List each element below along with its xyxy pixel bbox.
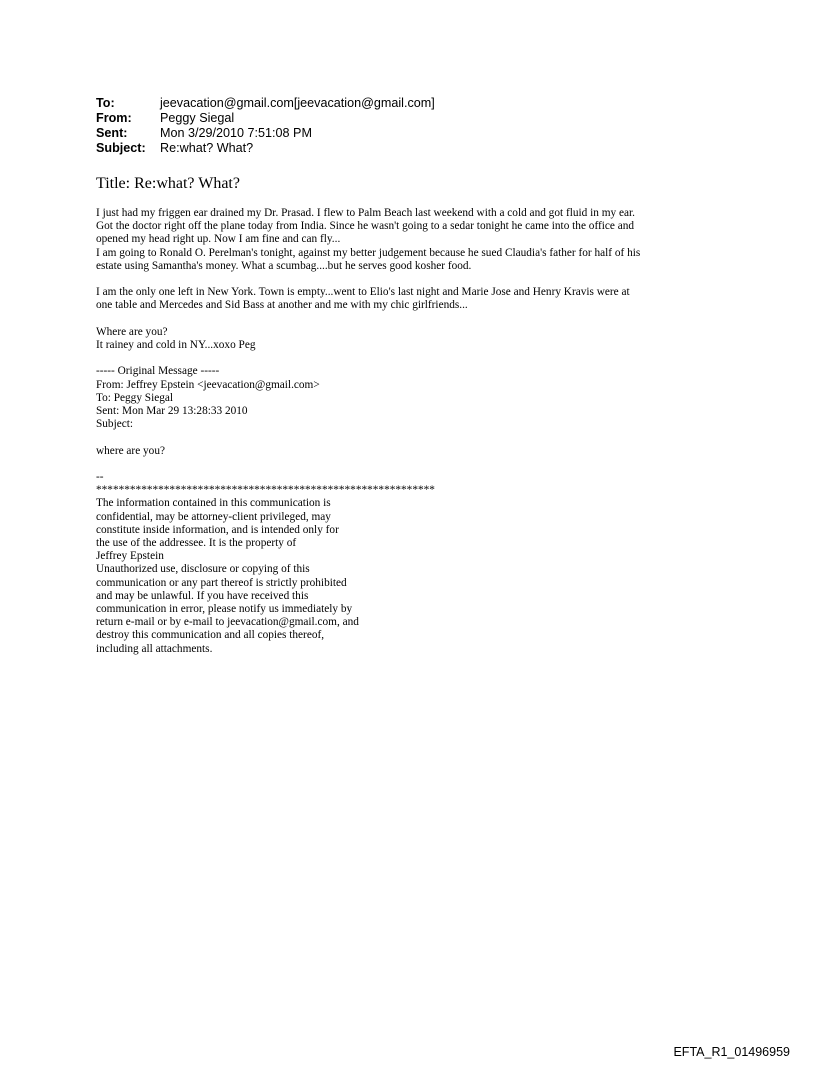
body-line: opened my head right up. Now I am fine and can fly... — [96, 233, 341, 246]
email-body — [96, 207, 736, 669]
disclaimer-line: communication or any part thereof is strictly prohibited — [96, 576, 347, 589]
subject-value: Re:what? What? — [160, 141, 254, 155]
sent-label: Sent: — [96, 126, 128, 140]
disclaimer-line: the use of the addressee. It is the property of — [96, 537, 297, 549]
from-label: From: — [96, 111, 132, 125]
signature-block — [96, 471, 736, 656]
signature-stars: ************************************************************ — [96, 484, 435, 497]
to-row — [96, 96, 435, 111]
disclaimer-line: destroy this communication and all copies thereof, — [96, 629, 325, 642]
sent-value: Mon 3/29/2010 7:51:08 PM — [160, 126, 312, 140]
message-paragraph-1 — [96, 207, 736, 273]
email-title: Title: Re:what? What? — [96, 175, 240, 192]
body-line: I just had my friggen ear drained my Dr. Prasad. I flew to Palm Beach last weekend with a cold and got fluid in my ear. — [96, 207, 635, 219]
sent-row — [96, 126, 435, 141]
disclaimer-line: Jeffrey Epstein — [96, 550, 164, 563]
original-message-header — [96, 365, 736, 431]
disclaimer-line: The information contained in this communication is — [96, 497, 331, 510]
message-paragraph-2 — [96, 286, 736, 312]
disclaimer-line: constitute inside information, and is intended only for — [96, 523, 339, 536]
original-message-body — [96, 445, 736, 458]
body-line: estate using Samantha's money. What a scumbag....but he serves good kosher food. — [96, 259, 472, 272]
body-line: Got the doctor right off the plane today from India. Since he wasn't going to a sedar tonight he came into the office and — [96, 220, 635, 233]
message-paragraph-3 — [96, 326, 736, 352]
to-label: To: — [96, 96, 115, 110]
disclaimer-line: return e-mail or by e-mail to jeevacation@gmail.com, and — [96, 616, 359, 629]
document-id: EFTA_R1_01496959 — [673, 1045, 790, 1059]
original-to: To: Peggy Siegal — [96, 391, 174, 404]
original-from: From: Jeffrey Epstein <jeevacation@gmail.com> — [96, 378, 320, 391]
disclaimer-line: Unauthorized use, disclosure or copying of this — [96, 563, 310, 576]
body-line: I am going to Ronald O. Perelman's tonight, against my better judgement because he sued Claudia's father for half of his — [96, 246, 641, 259]
body-line: It rainey and cold in NY...xoxo Peg — [96, 339, 256, 351]
from-value: Peggy Siegal — [160, 111, 235, 125]
from-row — [96, 111, 435, 126]
original-subject: Subject: — [96, 418, 134, 431]
body-line: Where are you? — [96, 325, 168, 338]
subject-row — [96, 141, 435, 156]
original-body-line: where are you? — [96, 444, 165, 457]
email-header — [96, 96, 435, 156]
body-line: one table and Mercedes and Sid Bass at another and me with my chic girlfriends... — [96, 299, 468, 312]
to-value: jeevacation@gmail.com[jeevacation@gmail.com] — [160, 96, 435, 110]
body-line: I am the only one left in New York. Town is empty...went to Elio's last night and Marie Jose and Henry Kravis were at — [96, 286, 630, 299]
original-separator: ----- Original Message ----- — [96, 365, 220, 378]
signature-dashes: -- — [96, 470, 104, 483]
disclaimer-line: confidential, may be attorney-client privileged, may — [96, 510, 331, 523]
subject-label: Subject: — [96, 141, 146, 155]
original-sent: Sent: Mon Mar 29 13:28:33 2010 — [96, 405, 248, 417]
disclaimer-line: communication in error, please notify us immediately by — [96, 603, 353, 616]
disclaimer-line: and may be unlawful. If you have received this — [96, 589, 309, 602]
disclaimer-line: including all attachments. — [96, 642, 213, 655]
